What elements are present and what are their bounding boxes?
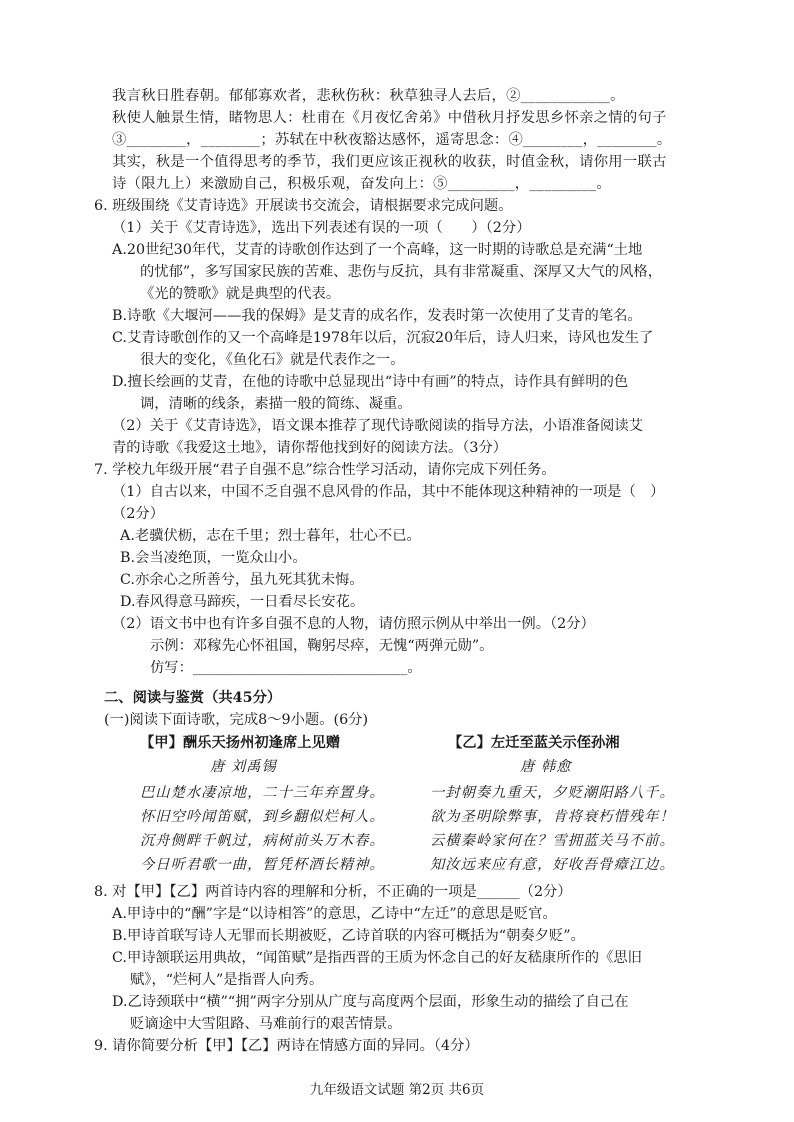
q6-option-a-cont2: 《光的赞歌》就是典型的代表。 xyxy=(140,286,341,302)
q7-imitation: 仿写：______________________________。 xyxy=(150,660,422,676)
q6-option-b: B.诗歌《大堰河——我的保姆》是艾青的成名作，发表时第一次使用了艾青的笔名。 xyxy=(112,308,642,324)
q6-stem: 6. 班级围绕《艾青诗选》开展读书交流会，请根据要求完成问题。 xyxy=(94,198,513,214)
q6-option-c-cont: 很大的变化，《鱼化石》就是代表作之一。 xyxy=(140,352,405,368)
q7-option-d: D.春风得意马蹄疾，一日看尽长安花。 xyxy=(120,594,365,610)
q8-option-a: A.甲诗中的“酬”字是“以诗相答”的意思，乙诗中“左迁”的意思是贬官。 xyxy=(112,906,557,922)
section-title: 二、阅读与鉴赏（共45分） xyxy=(104,690,282,706)
q7-part1: （1）自古以来，中国不乏自强不息风骨的作品，其中不能体现这种精神的一项是（ ） xyxy=(112,484,665,500)
q8-option-d-cont: 贬谪途中大雪阻路、马难前行的艰苦情景。 xyxy=(130,1016,402,1032)
poem-b-line-3: 云横秦岭家何在？雪拥蓝关马不前。 xyxy=(430,833,675,849)
q6-part1: （1）关于《艾青诗选》，选出下列表述有误的一项（ ）（2分） xyxy=(112,220,531,236)
q8-option-b: B.甲诗首联写诗人无罪而长期被贬，乙诗首联的内容可概括为“朝奏夕贬”。 xyxy=(112,928,585,944)
page-footer: 九年级语文试题 第2页 共6页 xyxy=(309,1082,485,1098)
q7-example: 示例：邓稼先心怀祖国，鞠躬尽瘁，无愧“两弹元勋”。 xyxy=(150,638,494,654)
poem-a-line-3: 沉舟侧畔千帆过，病树前头万木春。 xyxy=(140,833,385,849)
q8-stem: 8. 对【甲】【乙】两首诗内容的理解和分析，不正确的一项是______（2分） xyxy=(94,884,572,900)
q7-option-a: A.老骥伏枥，志在千里；烈士暮年，壮心不已。 xyxy=(120,528,421,544)
intro-line-2: 秋使人触景生情，睹物思人：杜甫在《月夜忆舍弟》中借秋月抒发思乡怀亲之情的句子 xyxy=(112,110,667,126)
q7-part1-score: （2分） xyxy=(112,506,164,522)
intro-line-1: 我言秋日胜春朝。郁郁寡欢者，悲秋伤秋：秋草独寻人去后，②____________。 xyxy=(112,88,625,104)
q7-stem: 7. 学校九年级开展“君子自强不息”综合性学习活动，请你完成下列任务。 xyxy=(94,462,556,478)
q8-option-d: D.乙诗颈联中“横”“拥”两字分别从广度与高度两个层面，形象生动的描绘了自己在 xyxy=(112,994,629,1010)
q7-part2: （2）语文书中也有许多自强不息的人物，请仿照示例从中举出一例。（2分） xyxy=(112,616,595,632)
q8-option-c: C.甲诗颔联运用典故，“闻笛赋”是指西晋的王质为怀念自己的好友嵇康所作的《思旧 xyxy=(112,950,642,966)
q6-part2-cont: 青的诗歌《我爱这土地》，请你帮他找到好的阅读方法。（3分） xyxy=(112,440,508,456)
q6-option-c: C.艾青诗歌创作的又一个高峰是1978年以后，沉寂20年后，诗人归来，诗风也发生了 xyxy=(112,330,654,346)
q7-option-b: B.会当凌绝顶，一览众山小。 xyxy=(120,550,307,566)
q6-option-a: A.20世纪30年代，艾青的诗歌创作达到了一个高峰，这一时期的诗歌总是充满“土地 xyxy=(112,242,643,258)
poem-b-title: 【乙】左迁至蓝关示侄孙湘 xyxy=(448,735,620,751)
q6-option-d-cont: 调，清晰的线条，素描一般的简练、凝重。 xyxy=(140,396,412,412)
section-subtitle: (一)阅读下面诗歌，完成8～9小题。(6分) xyxy=(104,712,369,728)
poem-a-line-2: 怀旧空吟闻笛赋，到乡翻似烂柯人。 xyxy=(140,809,385,825)
q6-part2: （2）关于《艾青诗选》，语文课本推荐了现代诗歌阅读的指导方法，小语准备阅读艾 xyxy=(112,418,643,434)
q8-option-c-cont: 赋》，“烂柯人”是指晋人向秀。 xyxy=(130,972,324,988)
intro-line-4: 其实，秋是一个值得思考的季节，我们更应该正视秋的收获，时值金秋，请你用一联古 xyxy=(112,154,667,170)
q6-option-a-cont: 的忧郁”，多写国家民族的苦难、悲伤与反抗，具有非常凝重、深厚又大气的风格， xyxy=(140,264,662,280)
poem-b-line-1: 一封朝奏九重天，夕贬潮阳路八千。 xyxy=(430,785,675,801)
q9-stem: 9. 请你简要分析【甲】【乙】两诗在情感方面的异同。（4分） xyxy=(94,1038,479,1054)
poem-a-line-4: 今日听君歌一曲，暂凭杯酒长精神。 xyxy=(140,857,385,873)
poem-b-line-4: 知汝远来应有意，好收吾骨瘴江边。 xyxy=(430,857,675,873)
poem-b-author: 唐 韩愈 xyxy=(520,759,572,775)
intro-line-3: ③________，________；苏轼在中秋夜豁达感怀，遥寄思念：④________，________。 xyxy=(112,132,672,148)
intro-line-5: 诗（限九上）来激励自己，积极乐观，奋发向上：⑤_________，_________。 xyxy=(112,176,611,192)
q7-option-c: C.亦余心之所善兮，虽九死其犹未悔。 xyxy=(120,572,364,588)
poem-a-author: 唐 刘禹锡 xyxy=(210,759,277,775)
poem-a-line-1: 巴山楚水凄凉地，二十三年弃置身。 xyxy=(140,785,385,801)
poem-a-title: 【甲】酬乐天扬州初逢席上见赠 xyxy=(140,735,341,751)
poem-b-line-2: 欲为圣明除弊事，肯将衰朽惜残年！ xyxy=(430,809,675,825)
q6-option-d: D.擅长绘画的艾青，在他的诗歌中总显现出“诗中有画”的特点，诗作具有鲜明的色 xyxy=(112,374,629,390)
